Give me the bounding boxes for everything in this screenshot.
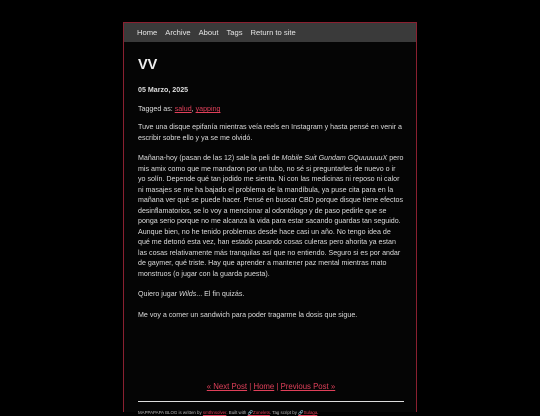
nav-return-link[interactable]: Return to site bbox=[250, 28, 296, 37]
footer-author-link[interactable]: smthnsolver bbox=[202, 410, 227, 415]
nav-about-link[interactable]: About bbox=[198, 28, 219, 37]
post-paragraph-3 bbox=[138, 289, 404, 300]
p2-emphasis: Mobile Suit Gundam GQuuuuuuX bbox=[281, 154, 388, 162]
post-tags bbox=[138, 104, 404, 114]
footer-built-with: . Built with bbox=[226, 410, 248, 415]
tag-link-yapping[interactable]: yapping bbox=[195, 105, 221, 113]
footer-tag-script: . Tag script by bbox=[269, 410, 299, 415]
footer-prefix: MAPPAPAPA BLOG is written by bbox=[138, 410, 203, 415]
home-link[interactable]: Home bbox=[253, 382, 275, 391]
post-paragraph-4: Me voy a comer un sandwich para poder tragarme la dosis que sigue. bbox=[138, 310, 358, 319]
tag-link-salud[interactable]: salud bbox=[174, 105, 192, 113]
p3-emphasis: Wilds bbox=[179, 290, 197, 298]
footer-tag-author-link[interactable]: 🔗Sulaga bbox=[298, 410, 318, 415]
p3-text-start: Quiero jugar bbox=[138, 290, 180, 298]
previous-post-link[interactable]: Previous Post » bbox=[280, 382, 336, 391]
post-paragraph-1: Tuve una disque epifanía mientras veía reels en Instagram y hasta pensé en venir a escribir sobre ello y ya se me olvidó. bbox=[138, 123, 402, 142]
post-paragraph-2 bbox=[138, 153, 404, 279]
post-date: 05 Marzo, 2025 bbox=[138, 86, 189, 94]
nav-archive-link[interactable]: Archive bbox=[165, 28, 191, 37]
nav-home-link[interactable]: Home bbox=[137, 28, 158, 37]
post-title: VV bbox=[138, 57, 158, 73]
tag-separator: , bbox=[191, 105, 196, 113]
nav-tags-link[interactable]: Tags bbox=[226, 28, 243, 37]
post-pagination bbox=[138, 381, 404, 392]
site-footer bbox=[138, 409, 404, 416]
tagged-label: Tagged as: bbox=[138, 105, 175, 113]
footer-engine-link[interactable]: 🔗Zonelets bbox=[247, 410, 270, 415]
pagination-separator-1: | bbox=[247, 382, 254, 391]
post-content bbox=[138, 55, 404, 415]
p2-text-end: pero mis amix como que me mandaron por un tubo, no sé si preguntarles de nuevo o ir yo solín. Depende qué tan jodido me sienta. Ni con las medicinas ni reposo ni calor ni masajes se me ha bajado el problema de la mandíbula, ya puse cita para en la mañana ver qué se puede hacer. Pensé en buscar CBD porque disque tiene efectos desinflamatorios, se lo voy a mencionar al odontólogo y de paso pedirle que se ponga serio porque no me alcanza la vida para estar sacando guardas tan seguido. Aunque bien, no he tenido problemas desde hace casi un año. No tengo idea de qué me detonó esta vez, han estado pasando cosas culeras pero ahorita ya estan las cosas relativamente más tranquilas así que no entiendo. Seguro si es por andar de gaymer, qué triste. Hay que aprender a mantener paz mental mientras mato monstruos (o jugar con la guarda puesta). bbox=[138, 154, 404, 278]
blog-frame bbox=[123, 22, 417, 415]
pagination-separator-2: | bbox=[274, 382, 281, 391]
p3-text-end: ... El fin quizás. bbox=[196, 290, 245, 298]
p2-text-start: Mañana-hoy (pasan de las 12) sale la peli de bbox=[138, 154, 282, 162]
top-nav bbox=[124, 23, 416, 42]
footer-suffix: . bbox=[317, 410, 319, 415]
footer-divider bbox=[138, 401, 404, 402]
next-post-link[interactable]: « Next Post bbox=[206, 382, 248, 391]
